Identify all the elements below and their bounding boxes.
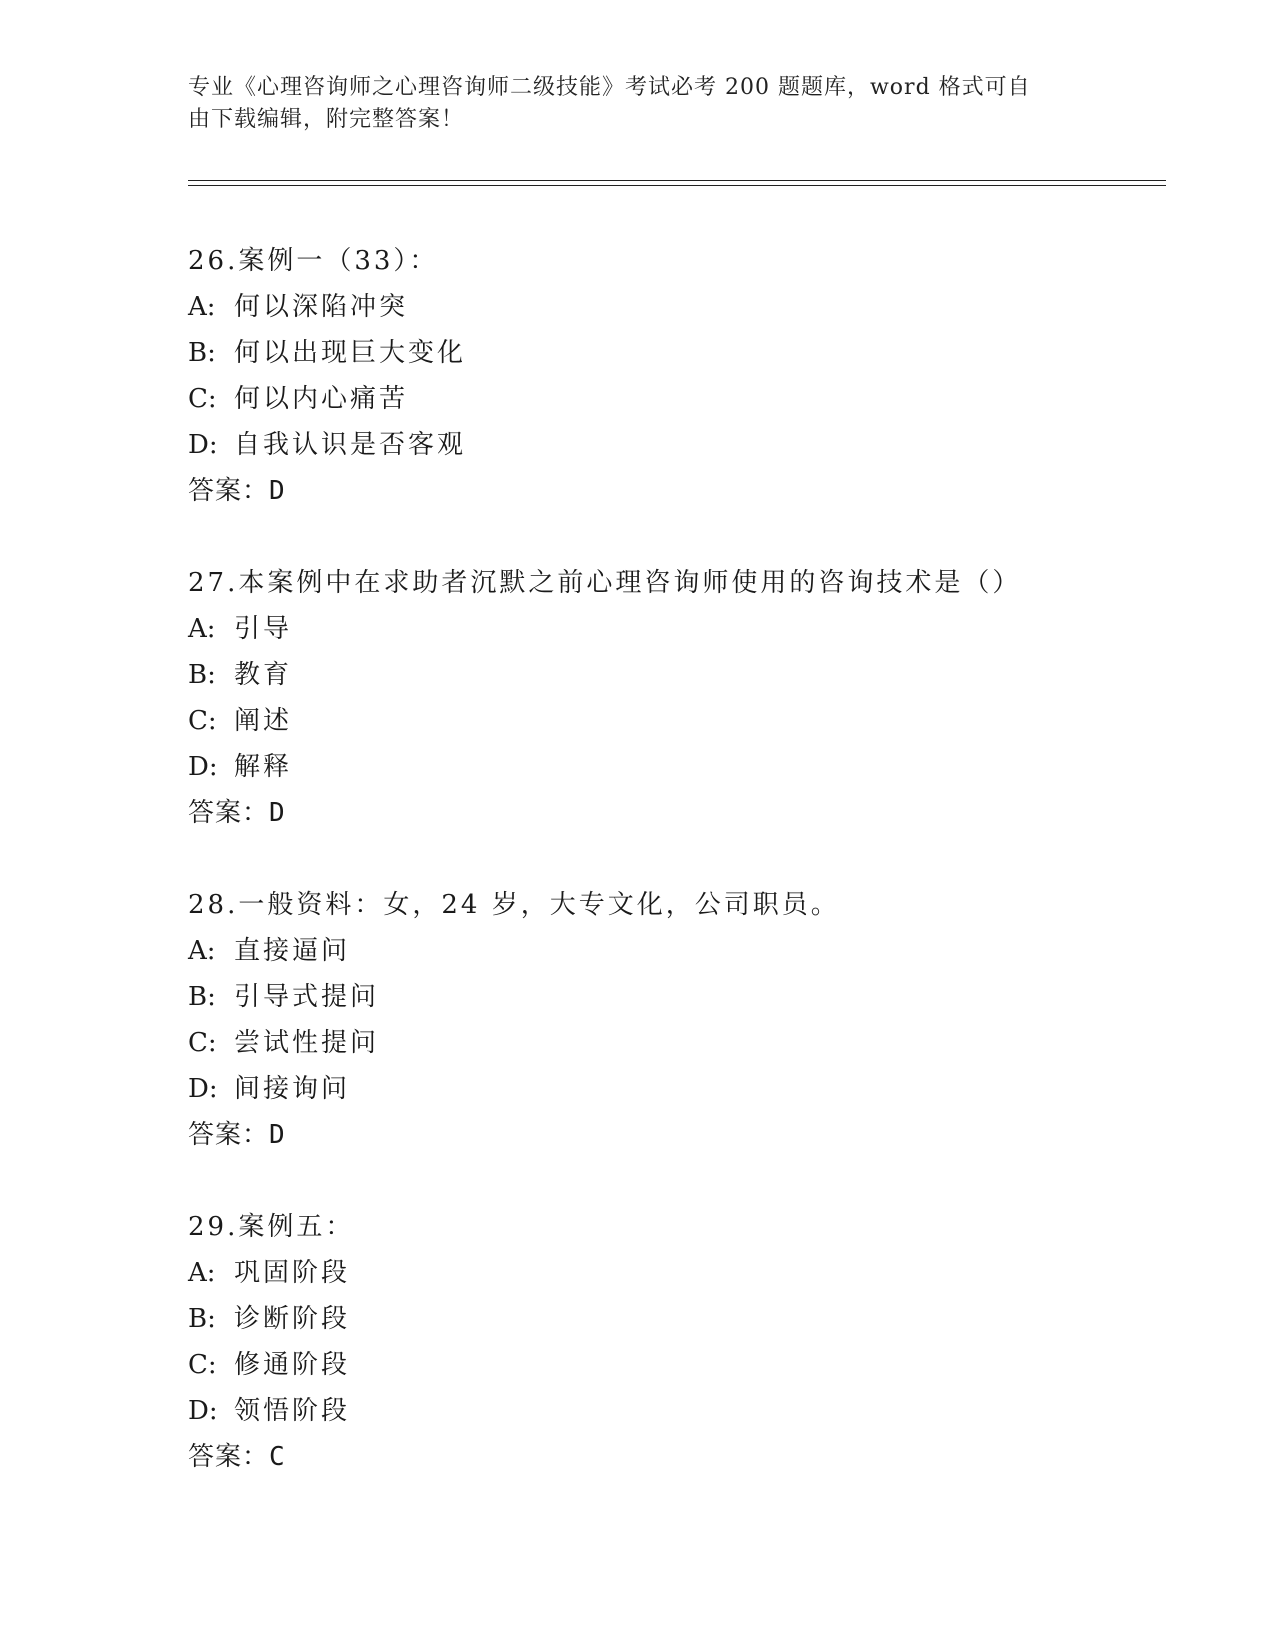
option-c — [188, 698, 1188, 744]
option-d — [188, 1388, 1188, 1434]
option-letter: D: — [188, 430, 218, 460]
option-letter: C: — [188, 706, 217, 736]
option-letter: A: — [188, 1258, 216, 1288]
answer-value: C — [269, 1442, 286, 1472]
question-28 — [188, 882, 1188, 1158]
option-text: 间接询问 — [234, 1074, 351, 1104]
header-line-1: 专业《心理咨询师之心理咨询师二级技能》考试必考 200 题题库，word 格式可自 — [188, 75, 1031, 100]
option-d — [188, 422, 1188, 468]
option-d — [188, 1066, 1188, 1112]
header-divider-top — [188, 180, 1166, 181]
option-c — [188, 376, 1188, 422]
option-a — [188, 928, 1188, 974]
answer-value: D — [269, 798, 286, 828]
option-text: 修通阶段 — [234, 1350, 351, 1380]
option-text: 直接逼问 — [234, 936, 351, 966]
question-stem: 28.一般资料：女，24 岁，大专文化，公司职员。 — [188, 890, 840, 920]
option-letter: C: — [188, 384, 217, 414]
answer-label: 答案： — [188, 476, 270, 506]
option-letter: C: — [188, 1350, 217, 1380]
option-a — [188, 606, 1188, 652]
option-letter: B: — [188, 660, 216, 690]
answer-value: D — [269, 476, 286, 506]
answer-line — [188, 1112, 1188, 1158]
answer-label: 答案： — [188, 798, 270, 828]
option-b — [188, 330, 1188, 376]
option-text: 教育 — [234, 660, 293, 690]
option-letter: C: — [188, 1028, 217, 1058]
option-b — [188, 1296, 1188, 1342]
question-stem: 27.本案例中在求助者沉默之前心理咨询师使用的咨询技术是（） — [188, 568, 1022, 598]
option-c — [188, 1020, 1188, 1066]
question-27 — [188, 560, 1188, 836]
option-b — [188, 652, 1188, 698]
option-text: 尝试性提问 — [234, 1028, 380, 1058]
option-a — [188, 1250, 1188, 1296]
option-letter: A: — [188, 936, 216, 966]
option-letter: B: — [188, 982, 216, 1012]
question-29 — [188, 1204, 1188, 1480]
option-text: 自我认识是否客观 — [234, 430, 467, 460]
answer-label: 答案： — [188, 1442, 270, 1472]
option-c — [188, 1342, 1188, 1388]
option-letter: D: — [188, 1074, 218, 1104]
header-divider-bottom — [188, 185, 1166, 186]
question-26 — [188, 238, 1188, 514]
option-text: 巩固阶段 — [234, 1258, 351, 1288]
option-text: 何以出现巨大变化 — [234, 338, 467, 368]
option-letter: A: — [188, 614, 216, 644]
option-letter: A: — [188, 292, 216, 322]
option-text: 领悟阶段 — [234, 1396, 351, 1426]
option-text: 何以内心痛苦 — [234, 384, 409, 414]
answer-line — [188, 790, 1188, 836]
document-header — [188, 72, 1068, 136]
answer-label: 答案： — [188, 1120, 270, 1150]
option-text: 阐述 — [234, 706, 293, 736]
option-letter: D: — [188, 1396, 218, 1426]
option-text: 诊断阶段 — [234, 1304, 351, 1334]
option-text: 引导 — [234, 614, 293, 644]
option-text: 解释 — [234, 752, 293, 782]
option-letter: B: — [188, 1304, 216, 1334]
answer-line — [188, 1434, 1188, 1480]
question-stem: 26.案例一（33）： — [188, 246, 439, 276]
option-d — [188, 744, 1188, 790]
answer-line — [188, 468, 1188, 514]
header-line-2: 由下载编辑，附完整答案！ — [188, 107, 465, 132]
option-letter: B: — [188, 338, 216, 368]
question-stem: 29.案例五： — [188, 1212, 355, 1242]
option-text: 引导式提问 — [234, 982, 380, 1012]
option-a — [188, 284, 1188, 330]
option-letter: D: — [188, 752, 218, 782]
answer-value: D — [269, 1120, 286, 1150]
option-text: 何以深陷冲突 — [234, 292, 409, 322]
option-b — [188, 974, 1188, 1020]
